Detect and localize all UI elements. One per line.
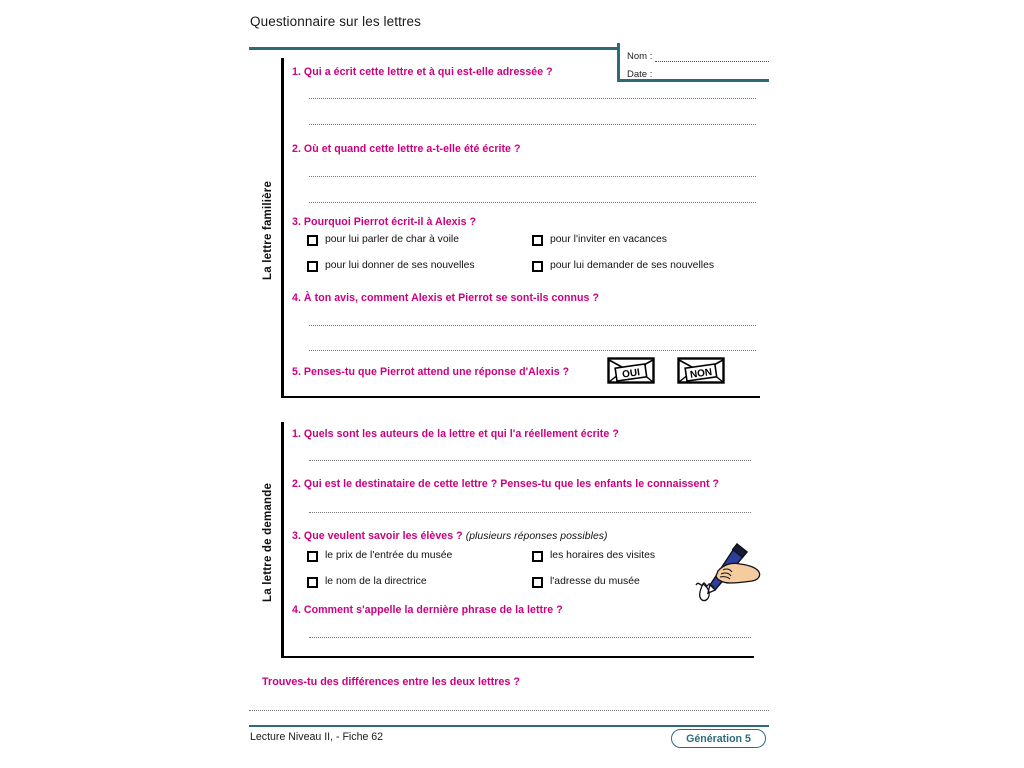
section-label-lettre-de-demande: La lettre de demande [262,482,274,602]
answer-line[interactable] [309,98,756,99]
answer-line[interactable] [309,350,756,351]
checkbox-icon[interactable] [532,577,543,588]
section-bottom-rule [281,396,760,399]
checkbox-label: le nom de la directrice [325,576,427,587]
checkbox-option[interactable] [532,550,655,562]
closing-answer-line[interactable] [249,710,769,711]
closing-question: Trouves-tu des différences entre les deux lettres ? [262,676,521,688]
section-left-bar [281,58,284,398]
answer-line[interactable] [309,124,756,125]
section-lettre-familiere [281,58,760,398]
question-1-2: 2. Où et quand cette lettre a-t-elle été écrite ? [292,143,521,155]
answer-line[interactable] [309,460,751,461]
answer-line[interactable] [309,325,756,326]
checkbox-option[interactable] [307,576,427,588]
question-2-1: 1. Quels sont les auteurs de la lettre et qui l'a réellement écrite ? [292,428,619,440]
hand-writing-icon [690,540,762,606]
envelope-icon-oui[interactable] [607,357,655,384]
question-1-3: 3. Pourquoi Pierrot écrit-il à Alexis ? [292,216,477,228]
checkbox-label: les horaires des visites [550,550,656,561]
checkbox-icon[interactable] [532,235,543,246]
checkbox-label: pour l'inviter en vacances [550,234,667,245]
question-2-2: 2. Qui est le destinataire de cette lettre ? Penses-tu que les enfants le connaissent ? [292,478,720,490]
section-label-lettre-familiere: La lettre familière [262,180,274,280]
checkbox-icon[interactable] [307,235,318,246]
answer-line[interactable] [309,202,756,203]
section-left-bar [281,422,284,658]
checkbox-icon[interactable] [307,577,318,588]
checkbox-label: le prix de l'entrée du musée [325,550,453,561]
checkbox-label: pour lui parler de char à voile [325,234,459,245]
checkbox-label: pour lui donner de ses nouvelles [325,260,475,271]
brand-badge: Génération 5 [671,729,766,748]
checkbox-label: l'adresse du musée [550,576,640,587]
checkbox-option[interactable] [307,550,452,562]
question-2-3-hint: (plusieurs réponses possibles) [465,531,608,542]
checkbox-icon[interactable] [307,261,318,272]
checkbox-option[interactable] [532,260,714,272]
name-label: Nom : [627,51,653,62]
answer-line[interactable] [309,176,756,177]
page-title: Questionnaire sur les lettres [250,14,421,29]
answer-line[interactable] [309,512,751,513]
checkbox-option[interactable] [307,234,459,246]
question-1-1: 1. Qui a écrit cette lettre et à qui est-elle adressée ? [292,66,553,78]
checkbox-icon[interactable] [532,551,543,562]
footer-rule [249,725,769,727]
checkbox-option[interactable] [307,260,475,272]
envelope-icon-non[interactable] [677,357,725,384]
question-2-3 [292,530,608,542]
section-lettre-de-demande [281,422,754,658]
footer-reference: Lecture Niveau II, - Fiche 62 [250,731,384,743]
checkbox-label: pour lui demander de ses nouvelles [550,260,715,271]
header-rule [249,47,618,50]
envelope-label-oui: OUI [621,367,641,381]
checkbox-icon[interactable] [532,261,543,272]
question-2-4: 4. Comment s'appelle la dernière phrase de la lettre ? [292,604,563,616]
question-1-5: 5. Penses-tu que Pierrot attend une réponse d'Alexis ? [292,366,570,378]
envelope-label-non: NON [689,366,713,381]
checkbox-icon[interactable] [307,551,318,562]
checkbox-option[interactable] [532,576,640,588]
question-1-4: 4. À ton avis, comment Alexis et Pierrot se sont-ils connus ? [292,292,600,304]
checkbox-option[interactable] [532,234,667,246]
question-2-3-text: 3. Que veulent savoir les élèves ? [292,530,463,542]
date-label: Date : [627,69,653,80]
section-bottom-rule [281,656,754,659]
answer-line[interactable] [309,637,751,638]
